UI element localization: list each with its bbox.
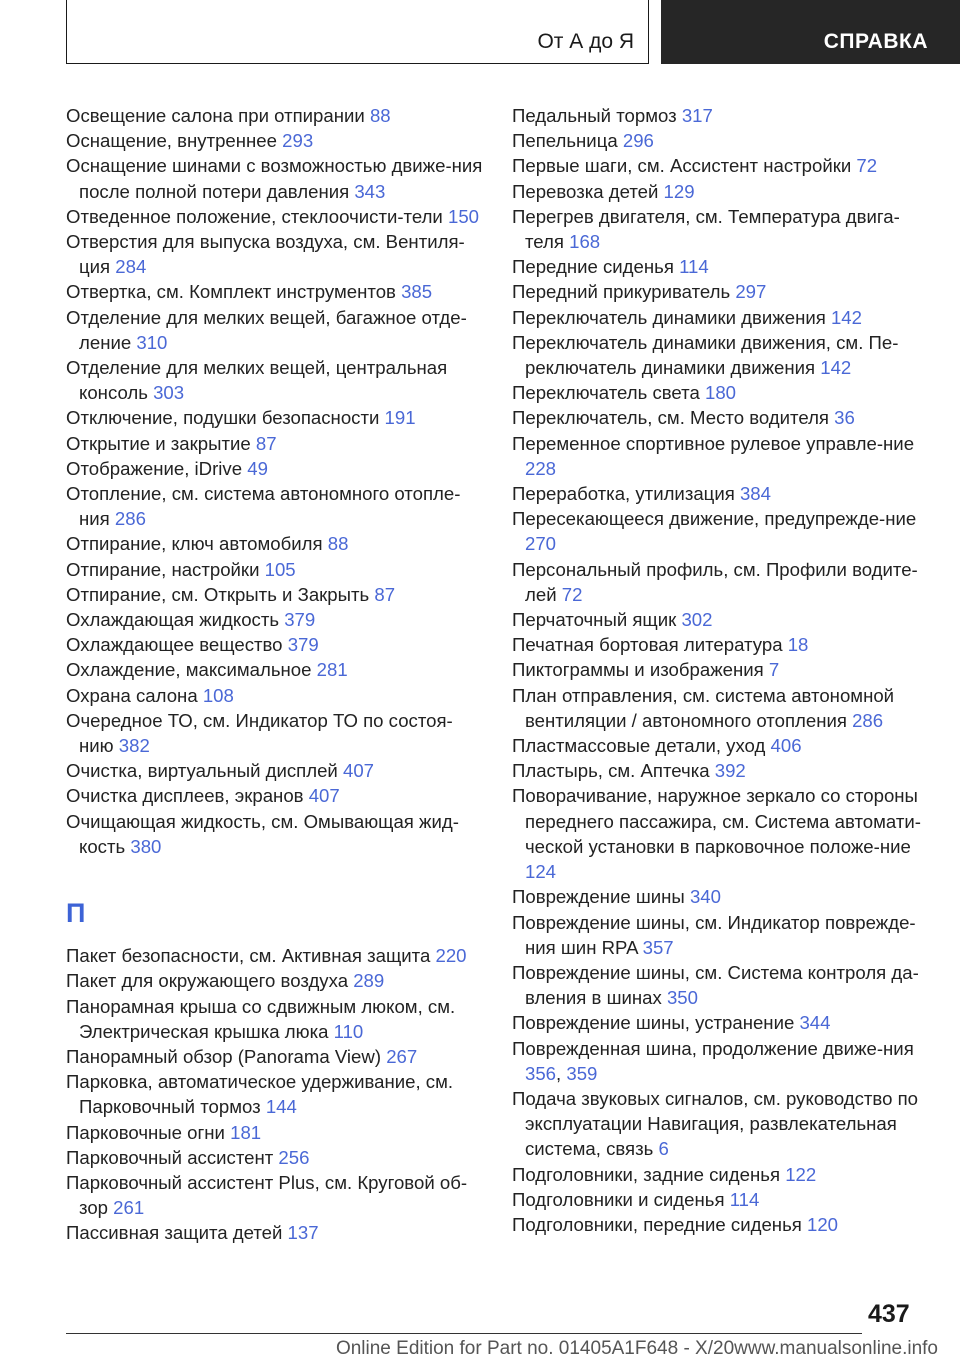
index-entry <box>512 910 932 960</box>
index-entry-text: Первые шаги, см. Ассистент настройки <box>512 155 857 177</box>
index-entry <box>512 884 932 909</box>
page-link[interactable]: 407 <box>342 760 375 782</box>
index-entry <box>66 657 486 682</box>
index-entry-text: Парковка, автоматическое удерживание, см. Парковочный тормоз <box>66 1071 454 1118</box>
index-entry-text: Пиктограммы и изображения <box>512 659 769 681</box>
index-entry <box>66 632 486 657</box>
page-link[interactable]: 49 <box>247 457 268 479</box>
page-link[interactable]: 261 <box>113 1197 145 1219</box>
page-link[interactable]: 385 <box>401 281 433 303</box>
page-link[interactable]: 379 <box>287 634 319 656</box>
footer-edition <box>336 1338 938 1360</box>
index-entry-text: Переключатель света <box>512 382 705 404</box>
index-entry-text: Подача звуковых сигналов, см. руководство по эксплуатации Навигация, развлекательная система, связь <box>512 1087 919 1160</box>
index-entry-text: Отображение, iDrive <box>66 457 248 479</box>
page-link[interactable]: 286 <box>852 709 884 731</box>
page-link[interactable]: 296 <box>622 130 654 152</box>
footer-edition-text: Online Edition for Part no. 01405A1F648 - X/20 <box>335 1338 735 1359</box>
page-link[interactable]: 88 <box>327 533 349 555</box>
index-entry <box>512 1086 932 1162</box>
index-entry-text: Пересекающееся движение, предупрежде-ние <box>512 508 917 530</box>
page-link[interactable]: 72 <box>561 583 583 605</box>
index-entry <box>512 758 932 783</box>
index-entry-text: Освещение салона при отпирании <box>66 105 370 126</box>
index-entry <box>66 1120 486 1145</box>
page-link[interactable]: 108 <box>202 684 234 706</box>
page-link[interactable]: 18 <box>787 634 809 656</box>
index-entry-text: Очищающая жидкость, см. Омывающая жид-кость <box>66 810 459 857</box>
index-entry <box>66 431 486 456</box>
page-link[interactable]: 267 <box>386 1045 418 1067</box>
header-tab-az-label: От А до Я <box>537 30 634 53</box>
index-entry-text: Передний прикуриватель <box>512 281 736 303</box>
page-link[interactable]: 392 <box>714 760 746 782</box>
index-entry <box>66 456 486 481</box>
index-entry-text: Оснащение, внутреннее <box>66 130 283 152</box>
index-entry <box>512 254 932 279</box>
index-entry-text: Охлаждающая жидкость <box>66 609 285 631</box>
index-entry <box>66 758 486 783</box>
page-link[interactable]: 87 <box>255 432 277 454</box>
index-entry-text: Отпирание, настройки <box>66 558 265 580</box>
index-entry-text: Пластырь, см. Аптечка <box>512 760 715 782</box>
index-entry <box>66 683 486 708</box>
index-entry <box>66 531 486 556</box>
page-link[interactable]: 122 <box>785 1163 817 1185</box>
page-link[interactable]: 340 <box>689 886 721 908</box>
index-entry-text: Отделение для мелких вещей, багажное отде-ление <box>66 306 467 353</box>
footer-watermark: www.manualsonline.info <box>734 1338 938 1359</box>
page-link[interactable]: 180 <box>704 382 737 404</box>
index-column-right <box>512 103 932 1237</box>
index-entry-text: Переключатель динамики движения, см. Пе-реключатель динамики движения <box>512 331 899 379</box>
index-entry-text: Охлаждение, максимальное <box>66 659 317 681</box>
page-link[interactable]: 168 <box>569 231 601 253</box>
index-entry <box>66 783 486 808</box>
index-entry-text: Отведенное положение, стеклоочисти-тели <box>66 205 448 227</box>
header-tab-reference[interactable] <box>661 0 960 64</box>
index-entry-text: Поврежденная шина, продолжение движе-ния <box>512 1037 914 1059</box>
index-entry-text: Панорамный обзор (Panorama View) <box>66 1045 387 1067</box>
index-entry-text: Отпирание, ключ автомобиля <box>66 533 328 555</box>
index-entry <box>512 607 932 632</box>
index-entry <box>512 783 932 884</box>
index-entry-text: Перчаточный ящик <box>512 609 682 631</box>
index-entry-text: Отпирание, см. Открыть и Закрыть <box>66 583 375 605</box>
page-link[interactable]: 310 <box>136 331 168 353</box>
index-entry <box>66 1145 486 1170</box>
index-entry-text: Отвертка, см. Комплект инструментов <box>66 281 402 303</box>
index-entry-text: Пассивная защита детей <box>66 1222 288 1244</box>
index-entry <box>66 229 486 279</box>
page-link[interactable]: 350 <box>666 987 698 1009</box>
page-link[interactable]: 114 <box>679 256 709 278</box>
index-entry <box>512 431 932 481</box>
index-entry-text: Пепельница <box>512 130 623 152</box>
index-entry-text: Переключатель, см. Место водителя <box>512 407 835 429</box>
page-link[interactable]: 181 <box>230 1121 262 1143</box>
page-link[interactable]: 120 <box>807 1213 839 1235</box>
page-link[interactable]: 289 <box>353 970 385 992</box>
index-entry-text: Передние сиденья <box>512 256 680 278</box>
index-entry <box>512 1187 932 1212</box>
index-entry <box>66 708 486 758</box>
index-entry-text: Пакет безопасности, см. Активная защита <box>66 945 436 967</box>
page-link[interactable]: 88 <box>369 105 391 126</box>
index-entry-text: Повреждение шины, см. Индикатор поврежде-ния шин RPA <box>512 911 916 958</box>
index-entry-text: Подголовники, задние сиденья <box>512 1163 786 1185</box>
index-entry-text: Перевозка детей <box>512 180 664 202</box>
index-entry-text: Поворачивание, наружное зеркало со стороны переднего пассажира, см. Система автомати-ческой установки в парковочное положе-ние <box>512 785 921 857</box>
page-link[interactable]: 144 <box>265 1096 297 1118</box>
page-link[interactable]: 343 <box>354 180 386 202</box>
index-entry <box>66 1220 486 1245</box>
index-entry-text: Повреждение шины, см. Система контроля да-вления в шинах <box>512 961 919 1009</box>
page-link[interactable]: 284 <box>115 256 147 278</box>
index-entry <box>512 204 932 254</box>
page-number: 437 <box>868 1300 910 1328</box>
index-entry <box>66 279 486 304</box>
index-entry-text: Персональный профиль, см. Профили водите-лей <box>512 558 918 605</box>
page-link[interactable]: 302 <box>681 609 713 631</box>
page-link[interactable]: 281 <box>316 659 348 681</box>
page-link[interactable]: 384 <box>739 483 771 505</box>
index-entry <box>512 153 932 178</box>
index-entry <box>512 1212 932 1237</box>
index-list-left-top <box>66 103 486 859</box>
page-link[interactable]: 356 <box>525 1062 557 1084</box>
index-entry <box>512 179 932 204</box>
page-link[interactable]: 87 <box>374 583 396 605</box>
page-link[interactable]: 380 <box>130 835 162 857</box>
index-entry <box>66 204 486 229</box>
index-entry <box>66 607 486 632</box>
index-entry: Поврежденная шина, продолжение движе-ния 356, 359 <box>512 1037 914 1084</box>
header-tab-reference-label: СПРАВКА <box>823 30 928 53</box>
index-entry <box>512 557 932 607</box>
page-link[interactable]: 191 <box>384 407 416 429</box>
index-entry <box>512 305 932 330</box>
index-entry <box>66 1170 486 1220</box>
header-tab-az[interactable] <box>66 0 649 64</box>
index-entry-text: Охлаждающее вещество <box>66 634 288 656</box>
index-entry-text: Очистка дисплеев, экранов <box>66 785 309 807</box>
index-entry <box>512 657 932 682</box>
index-entry <box>66 481 486 531</box>
index-entry-text: Открытие и закрытие <box>66 432 256 454</box>
index-entry-text: Очередное ТО, см. Индикатор ТО по состоя-нию <box>66 709 453 757</box>
index-entry <box>512 481 932 506</box>
page-link[interactable]: 270 <box>525 533 557 555</box>
index-entry-text: Парковочный ассистент Plus, см. Круговой об-зор <box>66 1171 468 1219</box>
page-link[interactable]: 256 <box>278 1146 310 1168</box>
page-link[interactable]: 114 <box>729 1188 760 1210</box>
index-entry-text: Оснащение шинами с возможностью движе-ния после полной потери давления <box>66 155 483 202</box>
index-entry-text: Повреждение шины, устранение <box>512 1012 800 1034</box>
page-link[interactable]: 407 <box>308 785 340 807</box>
page-link[interactable]: 137 <box>287 1222 319 1244</box>
page-link[interactable]: 110 <box>333 1020 364 1042</box>
index-entry <box>512 405 932 430</box>
index-entry <box>512 683 932 733</box>
index-entry-text: Переработка, утилизация <box>512 483 740 505</box>
index-entry <box>66 943 486 968</box>
index-entry-text: Отверстия для выпуска воздуха, см. Вентиля-ция <box>66 231 465 278</box>
index-entry <box>66 128 486 153</box>
index-entry-text: Охрана салона <box>66 684 203 706</box>
footer-divider <box>66 1333 862 1334</box>
index-entry <box>512 330 932 380</box>
page-link[interactable]: 382 <box>118 735 150 757</box>
page-link[interactable]: 36 <box>834 407 855 429</box>
index-entry-text: Парковочный ассистент <box>66 1146 279 1168</box>
index-entry-text: Печатная бортовая литература <box>512 634 788 656</box>
index-entry <box>512 1010 932 1035</box>
index-entry <box>66 1044 486 1069</box>
index-list-right <box>512 103 932 1237</box>
index-entry-text: Отделение для мелких вещей, центральная консоль <box>66 357 448 404</box>
page-link[interactable]: 357 <box>642 936 674 958</box>
page-link[interactable]: 105 <box>264 558 296 580</box>
index-entry <box>512 733 932 758</box>
index-entry <box>512 103 932 128</box>
index-entry <box>66 968 486 993</box>
index-entry <box>66 153 486 203</box>
index-entry-text: Перегрев двигателя, см. Температура двига-теля <box>512 205 900 253</box>
section-letter: П <box>66 898 86 929</box>
page-link[interactable]: 228 <box>525 457 557 479</box>
index-entry <box>66 1069 486 1119</box>
index-entry <box>66 305 486 355</box>
index-entry <box>512 632 932 657</box>
index-entry-text: Педальный тормоз <box>512 105 682 126</box>
index-entry <box>66 103 486 128</box>
index-entry-text: Очистка, виртуальный дисплей <box>66 760 343 782</box>
index-entry-text: Парковочные огни <box>66 1121 231 1143</box>
page-link[interactable]: 6 <box>658 1138 669 1160</box>
index-entry-text: Отключение, подушки безопасности <box>66 407 385 429</box>
index-entry-text: Пакет для окружающего воздуха <box>66 970 354 992</box>
page-link[interactable]: 220 <box>435 945 467 967</box>
index-entry <box>66 405 486 430</box>
index-entry <box>512 506 932 556</box>
page-link[interactable]: 297 <box>735 281 767 303</box>
index-entry <box>512 960 932 1010</box>
page-link[interactable]: 406 <box>770 735 802 757</box>
index-entry <box>66 557 486 582</box>
index-entry <box>512 279 932 304</box>
page-link[interactable]: 129 <box>663 180 695 202</box>
index-list-left-bottom <box>66 943 486 1245</box>
index-entry <box>512 380 932 405</box>
index-entry-text: Переменное спортивное рулевое управле-ние <box>512 432 915 454</box>
index-entry-text: Повреждение шины <box>512 886 690 908</box>
index-entry-text: План отправления, см. система автономной вентиляции / автономного отопления <box>512 684 895 731</box>
index-entry <box>66 355 486 405</box>
index-entry <box>512 1162 932 1187</box>
index-entry <box>66 582 486 607</box>
page-link[interactable]: 379 <box>284 609 316 631</box>
index-entry-text: Подголовники, передние сиденья <box>512 1213 807 1235</box>
page-link[interactable]: 303 <box>153 382 185 404</box>
index-entry-text: Переключатель динамики движения <box>512 306 831 328</box>
index-column-left <box>66 103 486 1246</box>
index-entry-text: Пластмассовые детали, уход <box>512 735 771 757</box>
index-entry <box>66 809 486 859</box>
page-link[interactable]: 7 <box>768 659 780 681</box>
index-entry-text: Отопление, см. система автономного отопле-ния <box>66 483 461 530</box>
index-entry <box>66 994 486 1044</box>
page-link[interactable]: 286 <box>114 508 146 530</box>
page-link[interactable]: 150 <box>447 205 480 227</box>
page-link[interactable]: 293 <box>282 130 314 152</box>
page-link[interactable]: 124 <box>525 861 557 883</box>
index-entry-text: Панорамная крыша со сдвижным люком, см. Электрическая крышка люка <box>66 995 456 1042</box>
page-link[interactable]: 359 <box>566 1062 598 1084</box>
page-link[interactable]: 72 <box>856 155 878 177</box>
index-entry <box>512 128 932 153</box>
index-entry-text: Подголовники и сиденья <box>512 1188 730 1210</box>
page-link[interactable]: 317 <box>681 105 713 126</box>
page-link[interactable]: 142 <box>820 357 852 379</box>
page-link[interactable]: 344 <box>799 1012 831 1034</box>
page-link[interactable]: 142 <box>830 306 862 328</box>
